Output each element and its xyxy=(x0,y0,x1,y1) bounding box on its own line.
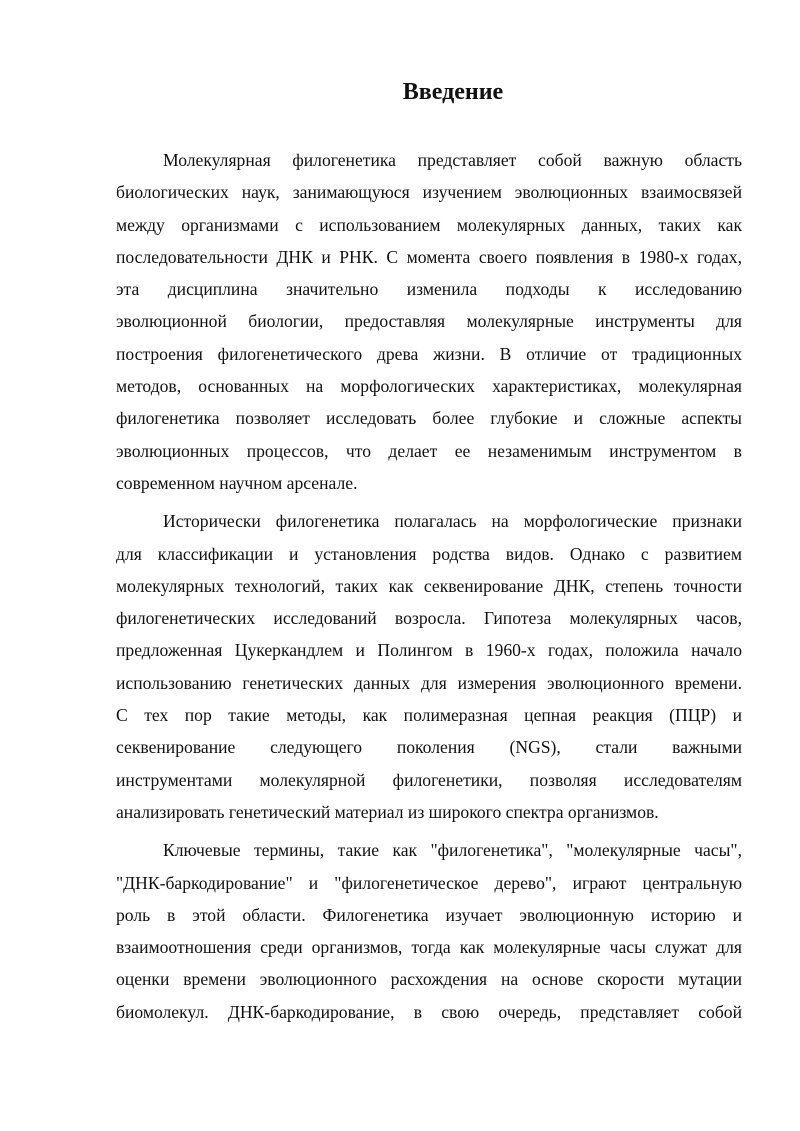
text-line: современном научном арсенале. xyxy=(116,472,358,493)
text-line: Молекулярная филогенетика представляет собой важную область xyxy=(163,150,742,170)
text-line: эволюционной биологии, предоставляя молекулярные инструменты для xyxy=(116,311,742,332)
text-line: эта дисциплина значительно изменила подходы к исследованию xyxy=(116,279,742,300)
page-title: Введение xyxy=(402,79,504,105)
text-line: оценки времени эволюционного расхождения на основе скорости мутации xyxy=(116,969,742,990)
text-line: филогенетических исследований возросла. Гипотеза молекулярных часов, xyxy=(116,608,742,629)
paragraph-3 xyxy=(116,834,742,1028)
text-line: предложенная Цукеркандлем и Полингом в 1960-х годах, положила начало xyxy=(116,640,742,661)
text-line: роль в этой области. Филогенетика изучает эволюционную историю и xyxy=(116,904,742,925)
paragraph-1 xyxy=(116,144,742,499)
text-line: биологических наук, занимающуюся изучением эволюционных взаимосвязей xyxy=(116,182,742,203)
text-line: использованию генетических данных для измерения эволюционного времени. xyxy=(116,672,742,693)
text-line: эволюционных процессов, что делает ее незаменимым инструментом в xyxy=(116,440,742,461)
text-line: филогенетика позволяет исследовать более глубокие и сложные аспекты xyxy=(116,408,742,429)
text-line: последовательности ДНК и РНК. С момента своего появления в 1980-х годах, xyxy=(116,246,742,267)
text-line: взаимоотношения среди организмов, тогда как молекулярные часы служат для xyxy=(116,937,742,958)
text-line: анализировать генетический материал из широкого спектра организмов. xyxy=(116,801,659,822)
text-line: между организмами с использованием молекулярных данных, таких как xyxy=(116,214,742,235)
paragraph-2 xyxy=(116,505,742,828)
text-line: молекулярных технологий, таких как секвенирование ДНК, степень точности xyxy=(116,575,742,596)
text-line: С тех пор такие методы, как полимеразная цепная реакция (ПЦР) и xyxy=(116,705,742,726)
text-line: методов, основанных на морфологических характеристиках, молекулярная xyxy=(116,376,742,397)
text-line: Исторически филогенетика полагалась на морфологические признаки xyxy=(163,511,742,532)
text-line: Ключевые термины, такие как "филогенетика", "молекулярные часы", xyxy=(163,840,742,861)
text-line: "ДНК-баркодирование" и "филогенетическое дерево", играют центральную xyxy=(116,872,742,893)
text-line: для классификации и установления родства видов. Однако с развитием xyxy=(116,543,742,564)
text-line: секвенирование следующего поколения (NGS), стали важными xyxy=(116,737,742,758)
body-text xyxy=(116,144,742,1034)
text-line: построения филогенетического древа жизни. В отличие от традиционных xyxy=(116,343,742,364)
text-line: инструментами молекулярной филогенетики, позволяя исследователям xyxy=(116,769,742,790)
text-line: биомолекул. ДНК-баркодирование, в свою очередь, представляет собой xyxy=(116,1001,742,1022)
